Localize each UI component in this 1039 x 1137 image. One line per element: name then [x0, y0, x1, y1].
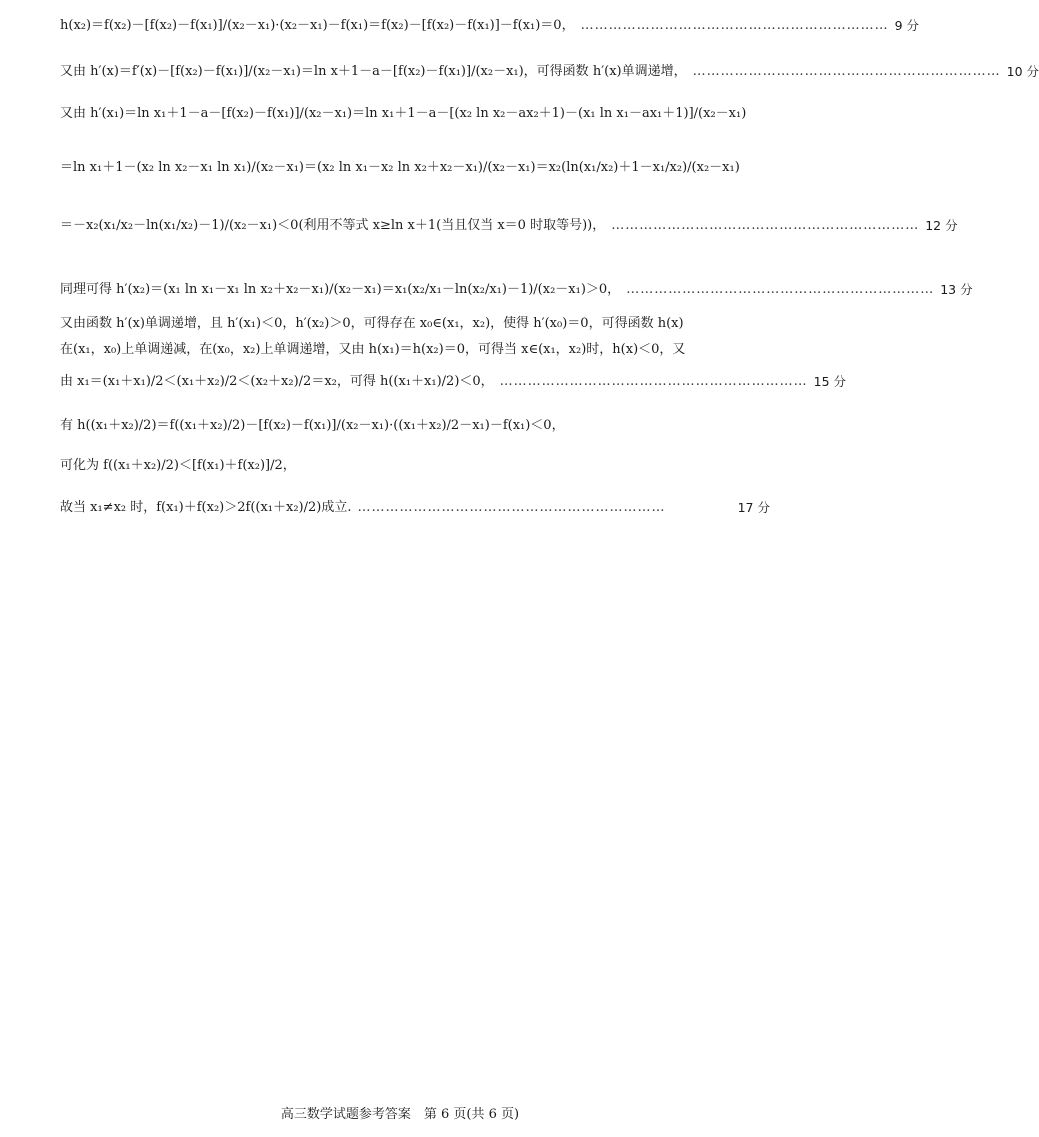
- solution-line-4: [60, 160, 770, 176]
- solution-line-12: [60, 500, 770, 516]
- solution-line-text: h(x₂)＝f(x₂)－[f(x₂)－f(x₁)]/(x₂－x₁)·(x₂－x₁)－f(x₁)＝f(x₂)－[f(x₂)－f(x₁)]－f(x₁)＝0，: [60, 18, 575, 33]
- score-marker: 13 分: [940, 282, 973, 298]
- solution-line-text: 由 x₁＝(x₁＋x₁)/2＜(x₁＋x₂)/2＜(x₂＋x₂)/2＝x₂，可得 h((x₁＋x₁)/2)＜0，: [60, 374, 494, 389]
- solution-line-text: 又由 h′(x)＝f′(x)－[f(x₂)－f(x₁)]/(x₂－x₁)＝ln x＋1－a－[f(x₂)－f(x₁)]/(x₂－x₁)，可得函数 h′(x)单调递增，: [60, 64, 687, 79]
- solution-line-1: [60, 18, 920, 34]
- solution-line-10: [60, 418, 770, 434]
- solution-line-text: ＝－x₂(x₁/x₂－ln(x₁/x₂)－1)/(x₂－x₁)＜0(利用不等式 x≥ln x＋1(当且仅当 x＝0 时取等号))，: [60, 218, 606, 233]
- score-marker: 10 分: [1006, 64, 1039, 80]
- dot-leader: …………………………………………………………: [611, 218, 920, 233]
- solution-line-3: [60, 106, 770, 122]
- dot-leader: …………………………………………………………: [357, 500, 666, 515]
- solution-line-text: 故当 x₁≠x₂ 时，f(x₁)＋f(x₂)＞2f((x₁＋x₂)/2)成立.: [60, 500, 352, 515]
- dot-leader: …………………………………………………………: [580, 18, 889, 33]
- score-marker: 17 分: [737, 500, 770, 516]
- solution-line-text: 又由函数 h′(x)单调递增，且 h′(x₁)＜0，h′(x₂)＞0，可得存在 x₀∈(x₁，x₂)，使得 h′(x₀)＝0，可得函数 h(x): [60, 316, 684, 331]
- solution-line-6: [60, 282, 973, 298]
- page-footer: 高三数学试题参考答案 第 6 页(共 6 页): [280, 1107, 520, 1122]
- solution-line-text: 可化为 f((x₁＋x₂)/2)＜[f(x₁)＋f(x₂)]/2，: [60, 458, 296, 473]
- dot-leader: …………………………………………………………: [499, 374, 808, 389]
- solution-line-text: 又由 h′(x₁)＝ln x₁＋1－a－[f(x₂)－f(x₁)]/(x₂－x₁)＝ln x₁＋1－a－[(x₂ ln x₂－ax₂＋1)－(x₁ ln x₁－ax₁＋1)]/(x₂－x₁): [60, 106, 747, 121]
- solution-line-11: [60, 458, 770, 474]
- solution-line-text: 同理可得 h′(x₂)＝(x₁ ln x₁－x₁ ln x₂＋x₂－x₁)/(x₂－x₁)＝x₁(x₂/x₁－ln(x₂/x₁)－1)/(x₂－x₁)＞0，: [60, 282, 621, 297]
- score-marker: 15 分: [813, 374, 847, 390]
- solution-line-5: [60, 218, 958, 234]
- dot-leader: …………………………………………………………: [692, 64, 1001, 79]
- score-marker: 12 分: [925, 218, 958, 234]
- solution-line-8: [60, 342, 770, 358]
- solution-line-text: ＝ln x₁＋1－(x₂ ln x₂－x₁ ln x₁)/(x₂－x₁)＝(x₂ ln x₁－x₂ ln x₂＋x₂－x₁)/(x₂－x₁)＝x₂(ln(x₁/x₂)＋1－x₁/x₂)/(x₂－x₁): [60, 160, 740, 175]
- dot-leader: …………………………………………………………: [626, 282, 935, 297]
- solution-line-7: [60, 316, 770, 332]
- solution-line-text: 有 h((x₁＋x₂)/2)＝f((x₁＋x₂)/2)－[f(x₂)－f(x₁)]/(x₂－x₁)·((x₁＋x₂)/2－x₁)－f(x₁)＜0，: [60, 418, 565, 433]
- score-marker: 9 分: [894, 18, 920, 34]
- solution-line-text: 在(x₁，x₀)上单调递减，在(x₀，x₂)上单调递增，又由 h(x₁)＝h(x₂)＝0，可得当 x∈(x₁，x₂)时，h(x)＜0，又: [60, 342, 686, 357]
- solution-line-9: [60, 374, 847, 390]
- solution-line-2: [60, 64, 1039, 80]
